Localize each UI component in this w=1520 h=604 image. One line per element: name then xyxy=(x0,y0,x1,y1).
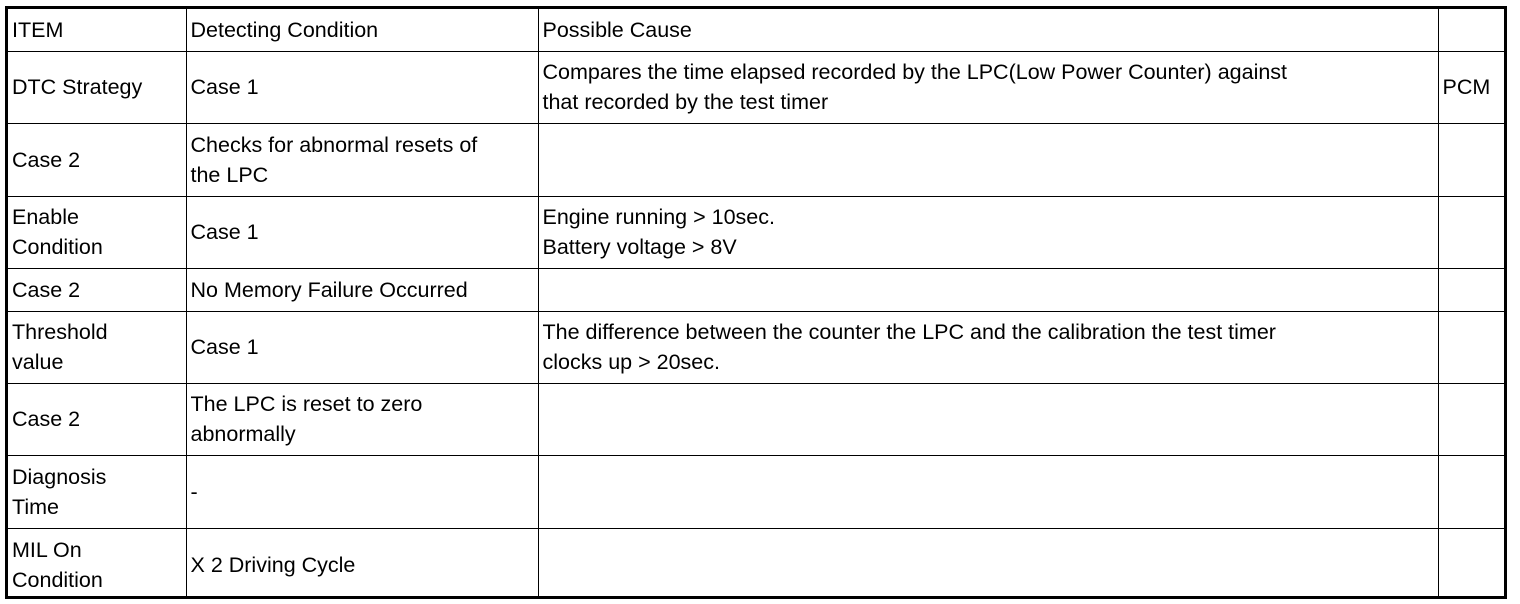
table-cell xyxy=(1438,311,1504,383)
table-cell: Threshold value xyxy=(8,311,186,383)
table-cell: Case 2 xyxy=(8,123,186,196)
table-row xyxy=(8,311,1504,383)
table-cell: DTC Strategy xyxy=(8,51,186,123)
table-cell: No Memory Failure Occurred xyxy=(186,268,538,311)
table-cell xyxy=(538,383,1438,455)
table-cell: Diagnosis Time xyxy=(8,455,186,528)
table-cell: X 2 Driving Cycle xyxy=(186,528,538,599)
table-cell xyxy=(538,123,1438,196)
table-cell xyxy=(538,528,1438,599)
table-row xyxy=(8,383,1504,455)
table-cell xyxy=(1438,123,1504,196)
table-row xyxy=(8,268,1504,311)
table-cell: Case 1 xyxy=(186,311,538,383)
table-cell: The difference between the counter the LPC and the calibration the test timer clocks up > 20sec. xyxy=(538,311,1438,383)
table-cell: PCM xyxy=(1438,51,1504,123)
header-blank xyxy=(1438,9,1504,51)
table-header-row xyxy=(8,9,1504,51)
table-row xyxy=(8,51,1504,123)
table-row xyxy=(8,196,1504,268)
table-cell: Case 2 xyxy=(8,383,186,455)
table-row xyxy=(8,528,1504,599)
table-cell: MIL On Condition xyxy=(8,528,186,599)
table-cell: Enable Condition xyxy=(8,196,186,268)
table-cell xyxy=(538,455,1438,528)
table-cell xyxy=(1438,528,1504,599)
dtc-table-frame xyxy=(5,6,1507,599)
table-cell: Case 1 xyxy=(186,196,538,268)
table-cell xyxy=(538,268,1438,311)
table-row xyxy=(8,455,1504,528)
dtc-table xyxy=(8,9,1504,599)
header-possible-cause: Possible Cause xyxy=(538,9,1438,51)
table-cell: The LPC is reset to zero abnormally xyxy=(186,383,538,455)
header-item: ITEM xyxy=(8,9,186,51)
table-cell: Compares the time elapsed recorded by the LPC(Low Power Counter) against that recorded by the test timer xyxy=(538,51,1438,123)
table-row xyxy=(8,123,1504,196)
table-cell: Case 1 xyxy=(186,51,538,123)
table-cell xyxy=(1438,196,1504,268)
header-detecting-condition: Detecting Condition xyxy=(186,9,538,51)
table-cell: Checks for abnormal resets of the LPC xyxy=(186,123,538,196)
table-cell: Case 2 xyxy=(8,268,186,311)
table-cell: Engine running > 10sec. Battery voltage > 8V xyxy=(538,196,1438,268)
table-cell xyxy=(1438,383,1504,455)
table-cell xyxy=(1438,455,1504,528)
table-cell: - xyxy=(186,455,538,528)
table-cell xyxy=(1438,268,1504,311)
